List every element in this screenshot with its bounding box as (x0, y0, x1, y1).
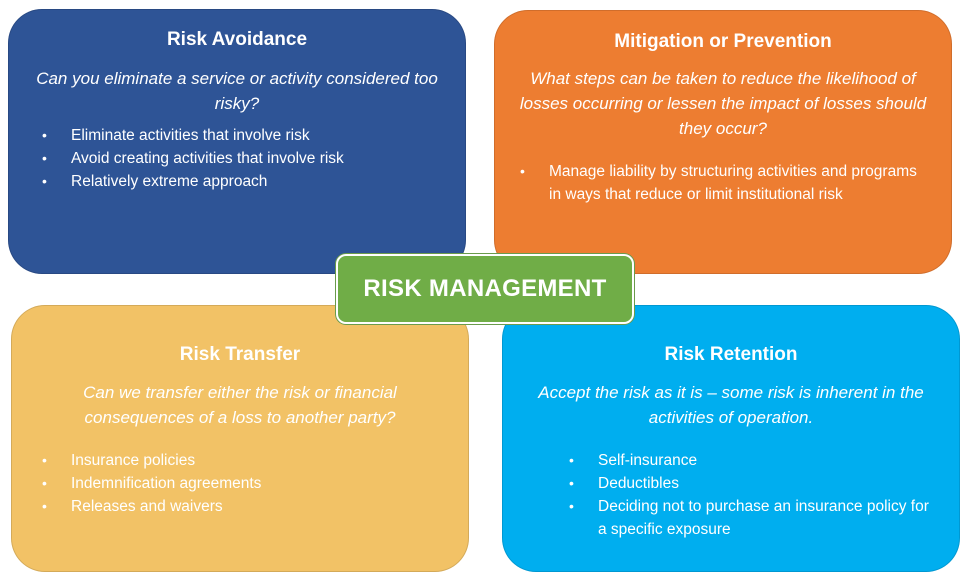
risk-avoidance-list (42, 124, 442, 193)
list-item: • Indemnification agreements (42, 472, 442, 495)
risk-retention-question: Accept the risk as it is – some risk is inherent in the activities of operation. (538, 383, 924, 427)
center-label-text: RISK MANAGEMENT (363, 275, 607, 302)
list-item: • Self-insurance (569, 449, 929, 472)
mitigation-prevention-question: What steps can be taken to reduce the likelihood of losses occurring or lessen the impact of losses should they occur? (519, 69, 927, 138)
list-item: • Releases and waivers (42, 495, 442, 518)
risk-management-center-label (336, 254, 634, 324)
risk-transfer-question: Can we transfer either the risk or financial consequences of a loss to another party? (83, 383, 397, 427)
bullet-icon: • (42, 173, 47, 189)
risk-retention-box (502, 305, 960, 572)
risk-retention-title: Risk Retention (664, 344, 798, 365)
list-item: • Avoid creating activities that involve risk (42, 147, 442, 170)
list-item: • Deciding not to purchase an insurance policy for a specific exposure (569, 495, 929, 541)
list-item: • Relatively extreme approach (42, 170, 442, 193)
list-item: • Insurance policies (42, 449, 442, 472)
bullet-icon: • (569, 452, 574, 468)
risk-transfer-box (11, 305, 469, 572)
risk-avoidance-box (8, 9, 466, 274)
mitigation-prevention-title: Mitigation or Prevention (614, 31, 832, 52)
list-item: • Manage liability by structuring activities and programs in ways that reduce or limit institutional risk (520, 160, 930, 206)
risk-avoidance-question: Can you eliminate a service or activity considered too risky? (36, 69, 438, 113)
mitigation-prevention-box (494, 10, 952, 274)
mitigation-prevention-list (520, 160, 930, 206)
bullet-icon: • (42, 475, 47, 491)
bullet-icon: • (520, 163, 525, 179)
bullet-icon: • (42, 127, 47, 143)
bullet-icon: • (42, 452, 47, 468)
risk-avoidance-title: Risk Avoidance (166, 29, 308, 50)
risk-retention-list (569, 449, 929, 541)
risk-transfer-list (42, 449, 442, 518)
bullet-icon: • (42, 498, 47, 514)
list-item: • Eliminate activities that involve risk (42, 124, 442, 147)
bullet-icon: • (569, 498, 574, 514)
bullet-icon: • (569, 475, 574, 491)
list-item: • Deductibles (569, 472, 929, 495)
bullet-icon: • (42, 150, 47, 166)
risk-transfer-title: Risk Transfer (179, 344, 301, 365)
